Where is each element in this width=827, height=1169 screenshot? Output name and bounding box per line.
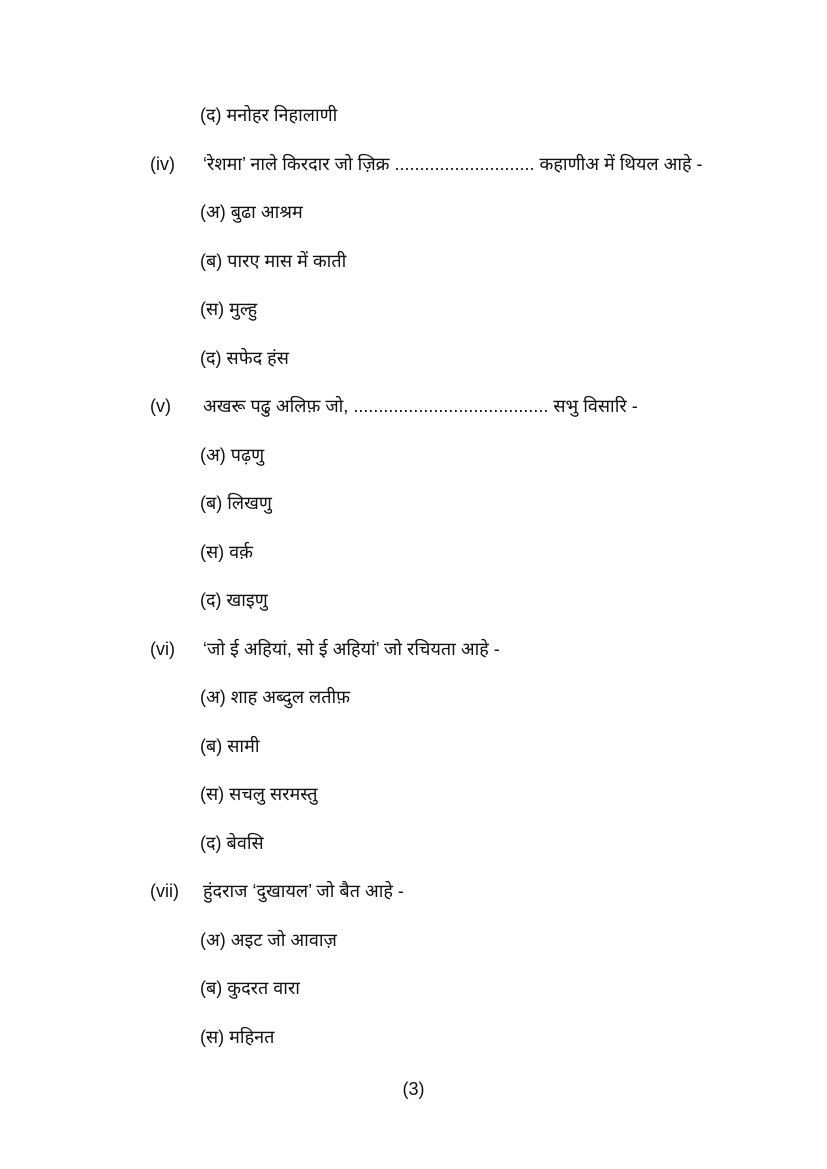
answer-option: (अ) अइट जो आवाज़ — [200, 929, 337, 950]
option-row — [0, 248, 827, 274]
answer-option: (ब) कुदरत वारा — [200, 978, 300, 998]
answer-option: (ब) लिखणु — [200, 493, 272, 513]
question-number: (iv) — [150, 153, 175, 174]
question-row — [0, 393, 827, 419]
answer-option: (अ) शाह अब्दुल लतीफ़ — [200, 687, 351, 707]
option-row — [0, 442, 827, 468]
answer-option: (स) महिनत — [200, 1026, 275, 1047]
answer-option: (स) वर्क़ — [200, 541, 253, 562]
question-text: ‘जो ई अहियां, सो ई अहियां’ जो रचियता आहे - — [203, 638, 500, 659]
question-number: (v) — [150, 396, 171, 416]
question-row — [0, 151, 827, 177]
answer-option: (द) खाइणु — [200, 590, 268, 610]
option-row — [0, 927, 827, 953]
option-row — [0, 102, 827, 128]
question-row — [0, 878, 827, 904]
option-row — [0, 587, 827, 613]
option-row — [0, 1024, 827, 1050]
option-row — [0, 733, 827, 759]
answer-option: (द) बेवसि — [200, 832, 264, 853]
answer-option: (स) सचलु सरमस्तु — [200, 784, 318, 804]
question-text: अखरू पढु अलिफ़ जो, ....................................... सभु विसारि - — [203, 396, 638, 416]
option-row — [0, 345, 827, 371]
question-row — [0, 636, 827, 662]
answer-option: (अ) पढ़णु — [200, 444, 265, 465]
question-text: ‘रेशमा’ नाले किरदार जो ज़िक्र ............................ कहाणीअ में थियल आहे - — [203, 153, 703, 174]
question-number: (vi) — [150, 638, 175, 659]
option-row — [0, 830, 827, 856]
option-row — [0, 539, 827, 565]
answer-option: (द) मनोहर निहालाणी — [200, 105, 338, 125]
answer-option: (अ) बुढा आश्रम — [200, 202, 303, 222]
option-row — [0, 684, 827, 710]
question-number: (vii) — [150, 881, 179, 901]
option-row — [0, 781, 827, 807]
answer-option: (द) सफेद हंस — [200, 347, 289, 368]
option-row — [0, 296, 827, 322]
option-row — [0, 975, 827, 1001]
page-number: (3) — [402, 1079, 425, 1099]
answer-option: (ब) पारए मास में काती — [200, 250, 347, 271]
question-text: हुंदराज ‘दुखायल’ जो बैत आहे - — [203, 881, 404, 901]
option-row — [0, 490, 827, 516]
answer-option: (ब) सामी — [200, 735, 260, 756]
option-row — [0, 199, 827, 225]
answer-option: (स) मुल्हु — [200, 299, 258, 319]
